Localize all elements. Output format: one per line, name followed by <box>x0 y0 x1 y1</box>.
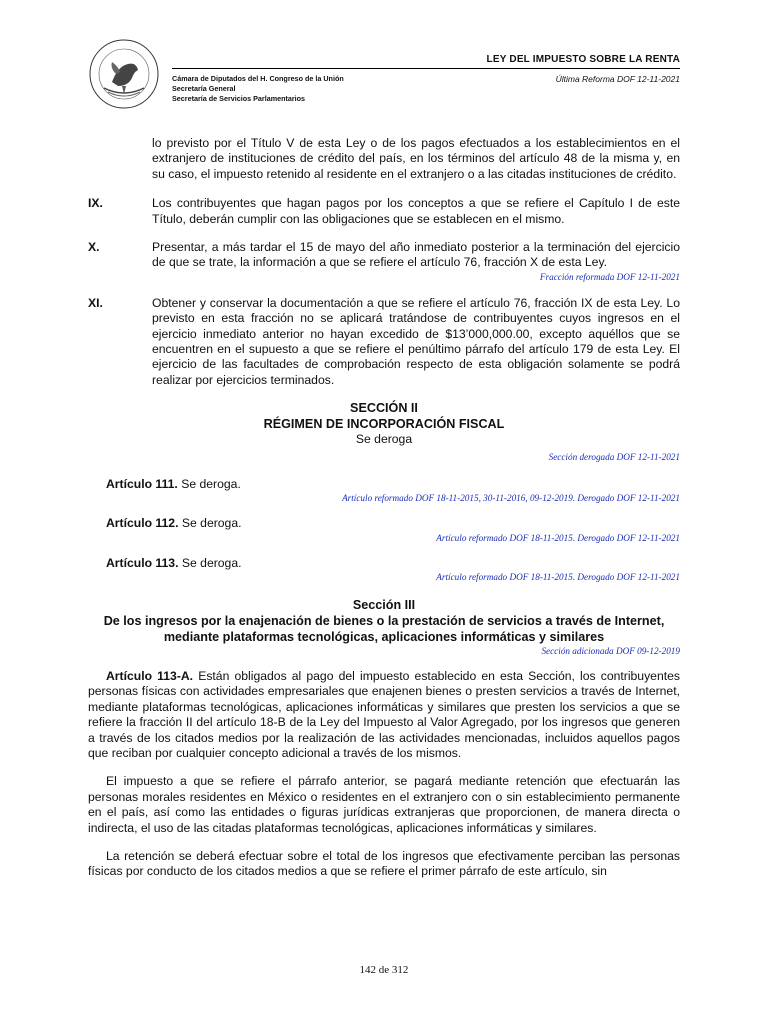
article-label: Artículo 113. <box>106 555 179 570</box>
article-text: Se deroga. <box>178 555 242 570</box>
article-label: Artículo 112. <box>106 516 179 531</box>
article-113 <box>88 556 680 583</box>
fraction-number: X. <box>88 240 100 255</box>
fraction-text: Los contribuyentes que hagan pagos por los conceptos a que se refiere el Capítulo I de este Título, deberán cumplir con las obligaciones que se establecen en el mismo. <box>152 196 680 226</box>
last-reform-date: Última Reforma DOF 12-11-2021 <box>555 74 680 84</box>
fraction-number: XI. <box>88 295 103 310</box>
continuation-paragraph: lo previsto por el Título V de esta Ley o de los pagos efectuados a los establecimientos en el extranjero de instituciones de crédito del país, en los términos del artículo 48 de la misma y, en su caso, el impuesto retenido al residente en el extranjero o a las citadas instituciones de crédito. <box>152 136 680 181</box>
fraction-text: Obtener y conservar la documentación a que se refiere el artículo 76, fracción IX de esta Ley. Lo previsto en esta fracción no se aplicará tratándose de contribuyentes cuyos ingresos en el ejercicio inmediato anterior no hayan excedido de $13’000,000.00, excepto aquéllos que se encuentren en el supuesto a que se refiere el penúltimo párrafo del artículo 179 de esta Ley. El ejercicio de las facultades de comprobación respecto de esta obligación solamente se podrá realizar por ejercicios terminados. <box>152 295 680 387</box>
paragraph-2: El impuesto a que se refiere el párrafo anterior, se pagará mediante retención que efectuarán las personas morales residentes en México o residentes en el extranjero con o sin establecimiento permanente en el país, así como las entidades o figuras jurídicas extranjeras que proporcionen, de manera directa o indirecta, el uso de las citadas plataformas tecnológicas, aplicaciones informáticas y similares. <box>88 774 680 835</box>
article-note: Artículo reformado DOF 18-11-2015. Derogado DOF 12-11-2021 <box>436 571 680 582</box>
section-ii-note: Sección derogada DOF 12-11-2021 <box>548 451 680 462</box>
law-title-block <box>487 54 680 65</box>
reform-note: Fracción reformada DOF 12-11-2021 <box>539 271 680 282</box>
section-iii-note: Sección adicionada DOF 09-12-2019 <box>541 645 680 656</box>
article-112 <box>88 516 680 543</box>
article-note: Artículo reformado DOF 18-11-2015. Derogado DOF 12-11-2021 <box>436 532 680 543</box>
article-label: Artículo 113-A. <box>106 668 194 683</box>
mexican-seal-icon <box>88 38 160 110</box>
fraction-text: Presentar, a más tardar el 15 de mayo del año inmediato posterior a la terminación del ejercicio de que se trate, la información a que se refiere el artículo 76, fracción X de esta Ley. <box>152 240 680 270</box>
section-ii-subtitle: RÉGIMEN DE INCORPORACIÓN FISCAL <box>263 417 505 432</box>
article-label: Artículo 111. <box>106 476 178 491</box>
page-number: 142 de 312 <box>359 964 409 976</box>
section-iii-title: Sección III <box>352 597 416 612</box>
document-body <box>88 136 680 880</box>
section-ii-status: Se deroga <box>355 432 413 447</box>
section-iii-subtitle: De los ingresos por la enajenación de bienes o la prestación de servicios a través de Internet, mediante plataformas tecnológicas, aplicaciones informáticas y similares <box>103 613 665 644</box>
secretariat-name: Secretaría General <box>172 84 236 93</box>
article-text: Se deroga. <box>177 476 241 491</box>
article-note: Artículo reformado DOF 18-11-2015, 30-11-2016, 09-12-2019. Derogado DOF 12-11-2021 <box>342 493 680 504</box>
fraction-ix <box>88 196 680 227</box>
paragraph-3: La retención se deberá efectuar sobre el total de los ingresos que efectivamente perciban las personas físicas por conducto de los citados medios a que se refiere el primer párrafo de este artículo, sin <box>88 848 680 879</box>
header-institution <box>172 74 344 104</box>
services-name: Secretaría de Servicios Parlamentarios <box>172 94 306 103</box>
fraction-x <box>88 240 680 283</box>
chamber-name: Cámara de Diputados del H. Congreso de la Unión <box>172 74 344 83</box>
article-text: Están obligados al pago del impuesto establecido en esta Sección, los contribuyentes personas físicas con actividades empresariales que enajenen bienes o presten servicios a través de Internet, mediante plataformas tecnológicas, aplicaciones informáticas y similares que presten los servicios a que se refiere la fracción II del artículo 18-B de la Ley del Impuesto al Valor Agregado, por los ingresos que generen a través de los citados medios por la realización de las actividades mencionadas, incluidos aquellos pagos que reciban por cualquier concepto adicional a través de los mismos. <box>88 668 680 760</box>
law-title: LEY DEL IMPUESTO SOBRE LA RENTA <box>486 54 680 65</box>
header-rule <box>172 68 680 69</box>
article-text: Se deroga. <box>178 516 242 531</box>
article-113a-paragraph <box>88 669 680 761</box>
section-ii-title: SECCIÓN II <box>350 401 418 416</box>
fraction-xi <box>88 296 680 388</box>
article-111 <box>88 477 680 504</box>
fraction-number: IX. <box>88 196 103 211</box>
